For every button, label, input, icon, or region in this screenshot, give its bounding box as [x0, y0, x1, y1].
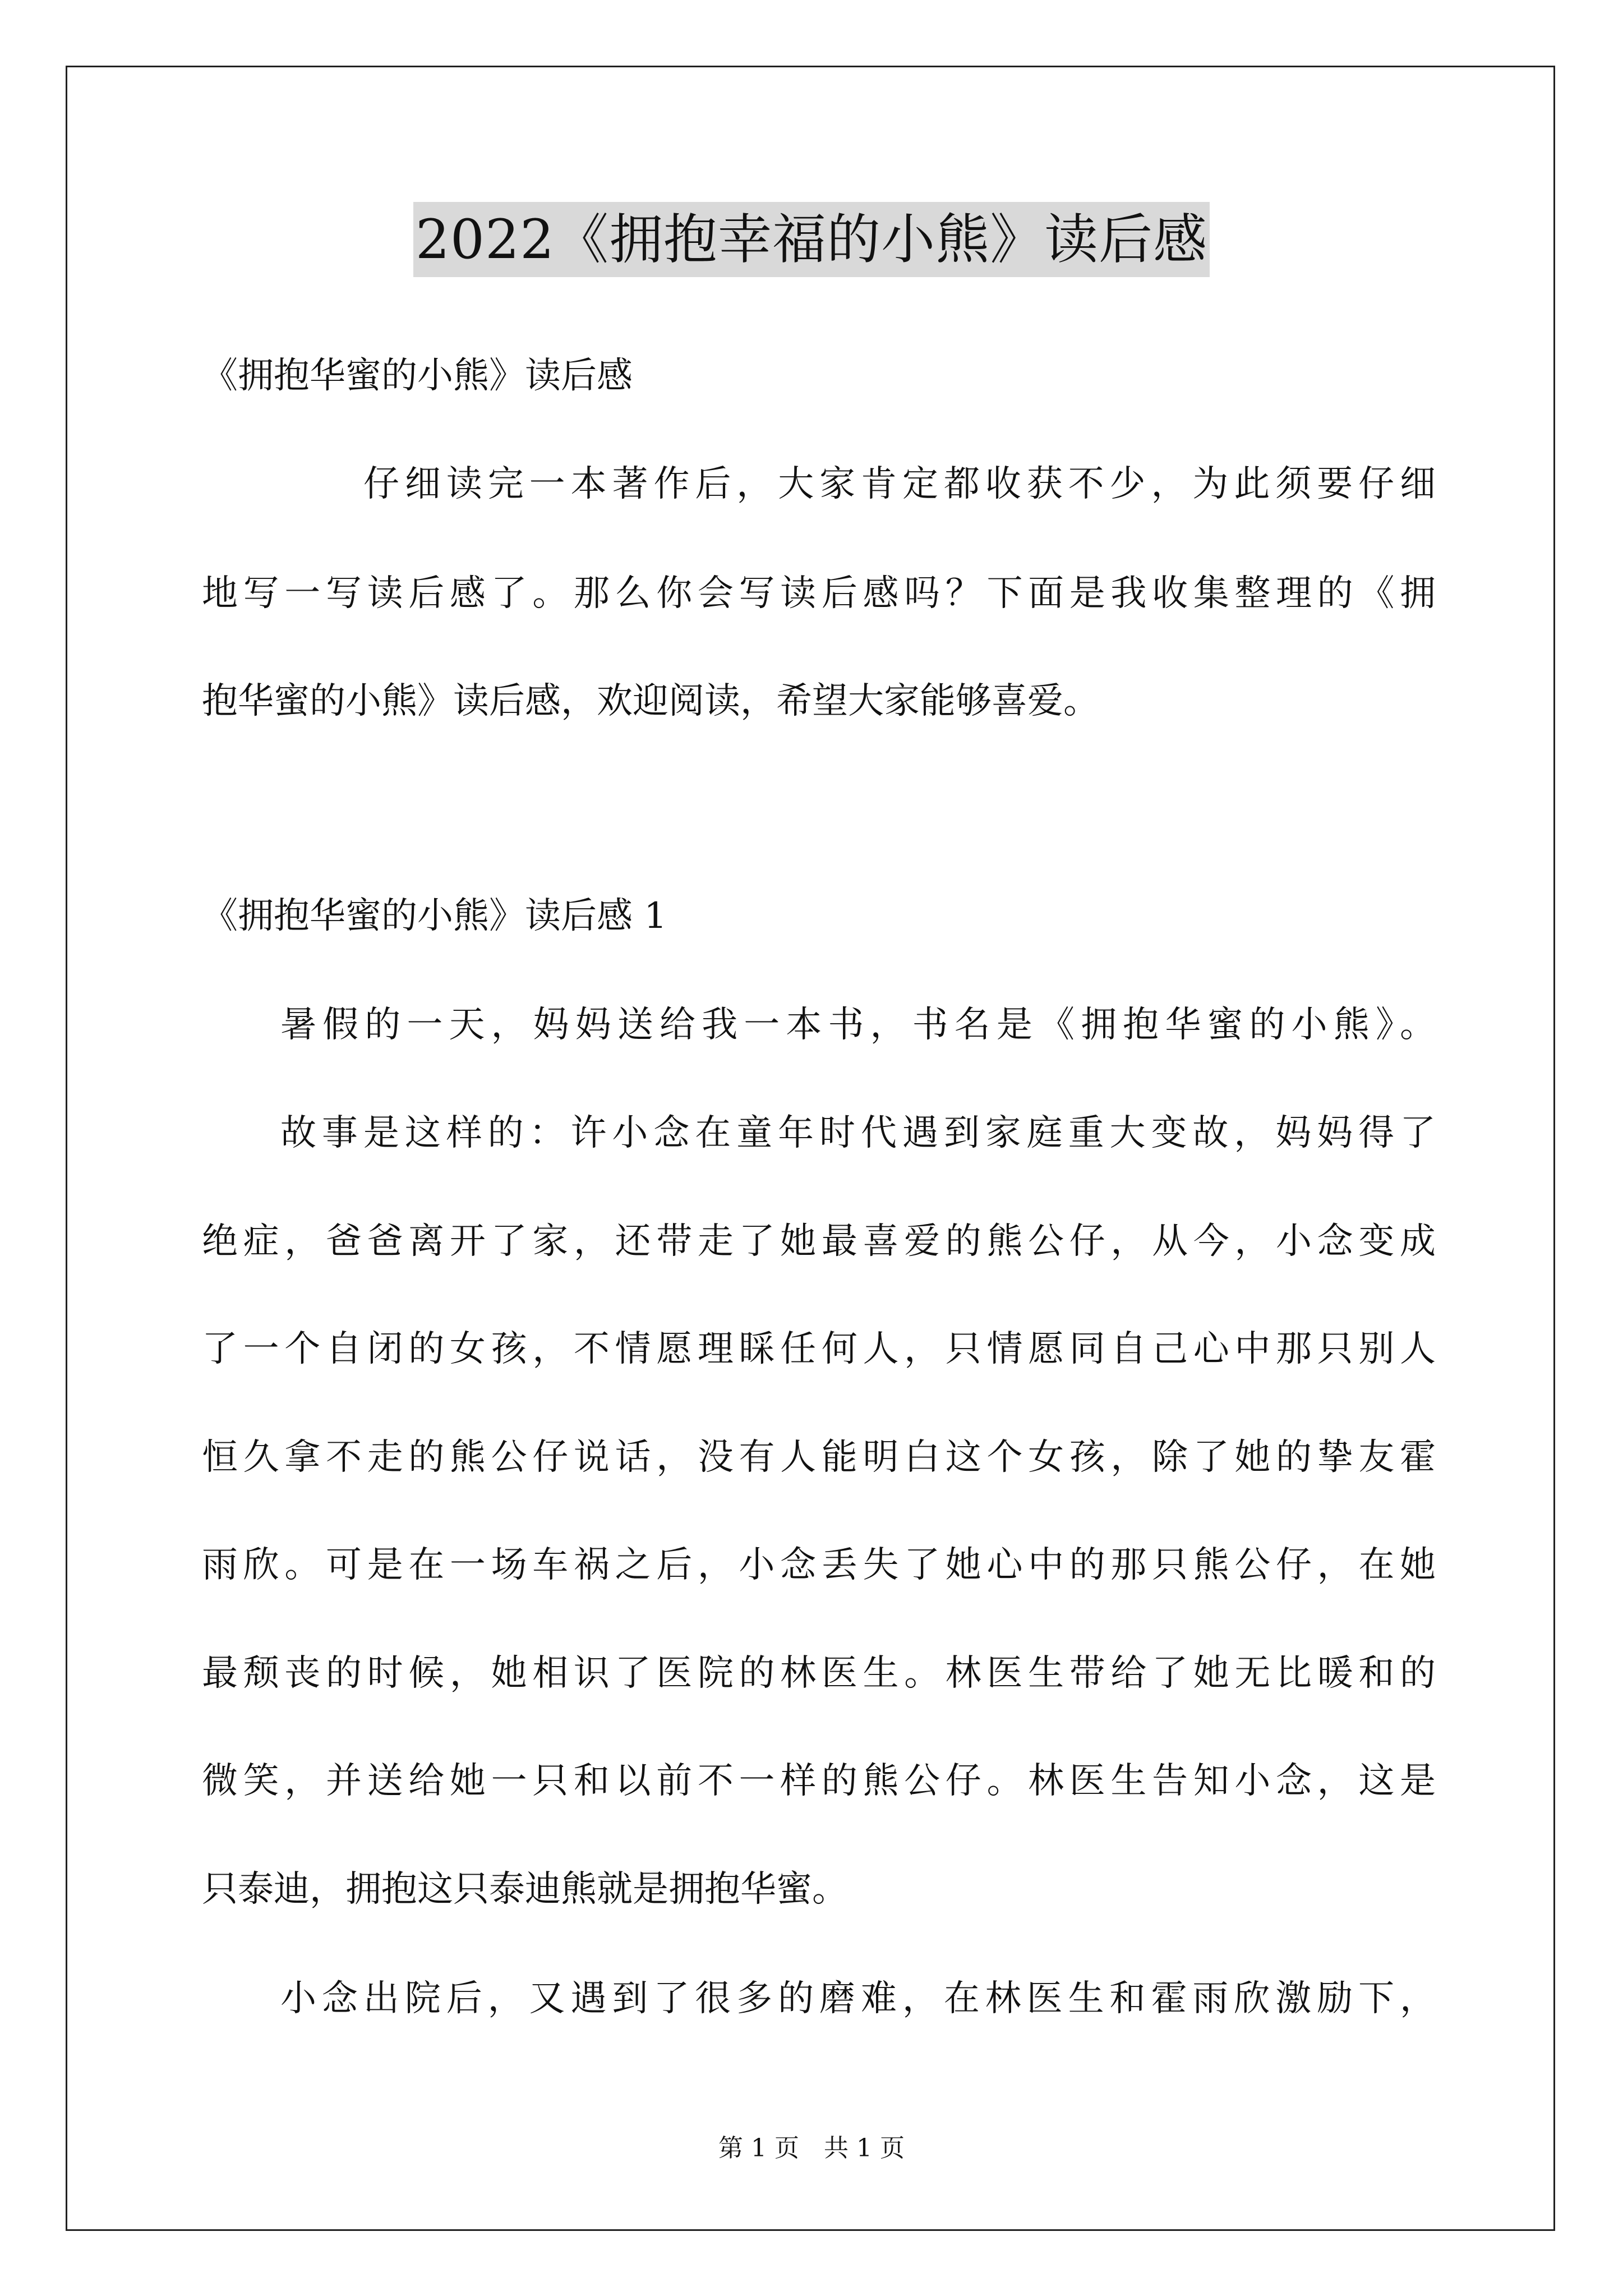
document-title: 2022《拥抱幸福的小熊》读后感	[413, 202, 1210, 277]
paragraph-line: 绝症，爸爸离开了家，还带走了她最喜爱的熊公仔，从今，小念变成	[202, 1221, 1436, 1262]
section-heading: 《拥抱华蜜的小熊》读后感 1	[202, 895, 667, 937]
title-container	[0, 202, 1623, 277]
paragraph-line: 仔细读完一本著作后，大家肯定都收获不少，为此须要仔细	[363, 463, 1436, 505]
paragraph-line: 小念出院后，又遇到了很多的磨难，在林医生和霍雨欣激励下，	[280, 1978, 1436, 2019]
paragraph-line: 了一个自闭的女孩，不情愿理睬任何人，只情愿同自己心中那只别人	[202, 1328, 1436, 1370]
paragraph-line: 最颓丧的时候，她相识了医院的林医生。林医生带给了她无比暖和的	[202, 1653, 1436, 1694]
subtitle-line: 《拥抱华蜜的小熊》读后感	[202, 355, 633, 397]
paragraph-line: 故事是这样的：许小念在童年时代遇到家庭重大变故，妈妈得了	[280, 1112, 1436, 1154]
paragraph-line: 雨欣。可是在一场车祸之后，小念丢失了她心中的那只熊公仔，在她	[202, 1544, 1436, 1586]
page-number-footer: 第 1 页 共 1 页	[718, 2134, 905, 2162]
paragraph-line: 地写一写读后感了。那么你会写读后感吗？下面是我收集整理的《拥	[202, 573, 1436, 614]
paragraph-line: 恒久拿不走的熊公仔说话，没有人能明白这个女孩，除了她的挚友霍	[202, 1437, 1436, 1478]
paragraph-line: 只泰迪，拥抱这只泰迪熊就是拥抱华蜜。	[202, 1869, 848, 1910]
paragraph-line: 暑假的一天，妈妈送给我一本书，书名是《拥抱华蜜的小熊》。	[280, 1004, 1436, 1046]
paragraph-line: 抱华蜜的小熊》读后感，欢迎阅读，希望大家能够喜爱。	[202, 680, 1099, 722]
paragraph-line: 微笑，并送给她一只和以前不一样的熊公仔。林医生告知小念，这是	[202, 1760, 1436, 1802]
